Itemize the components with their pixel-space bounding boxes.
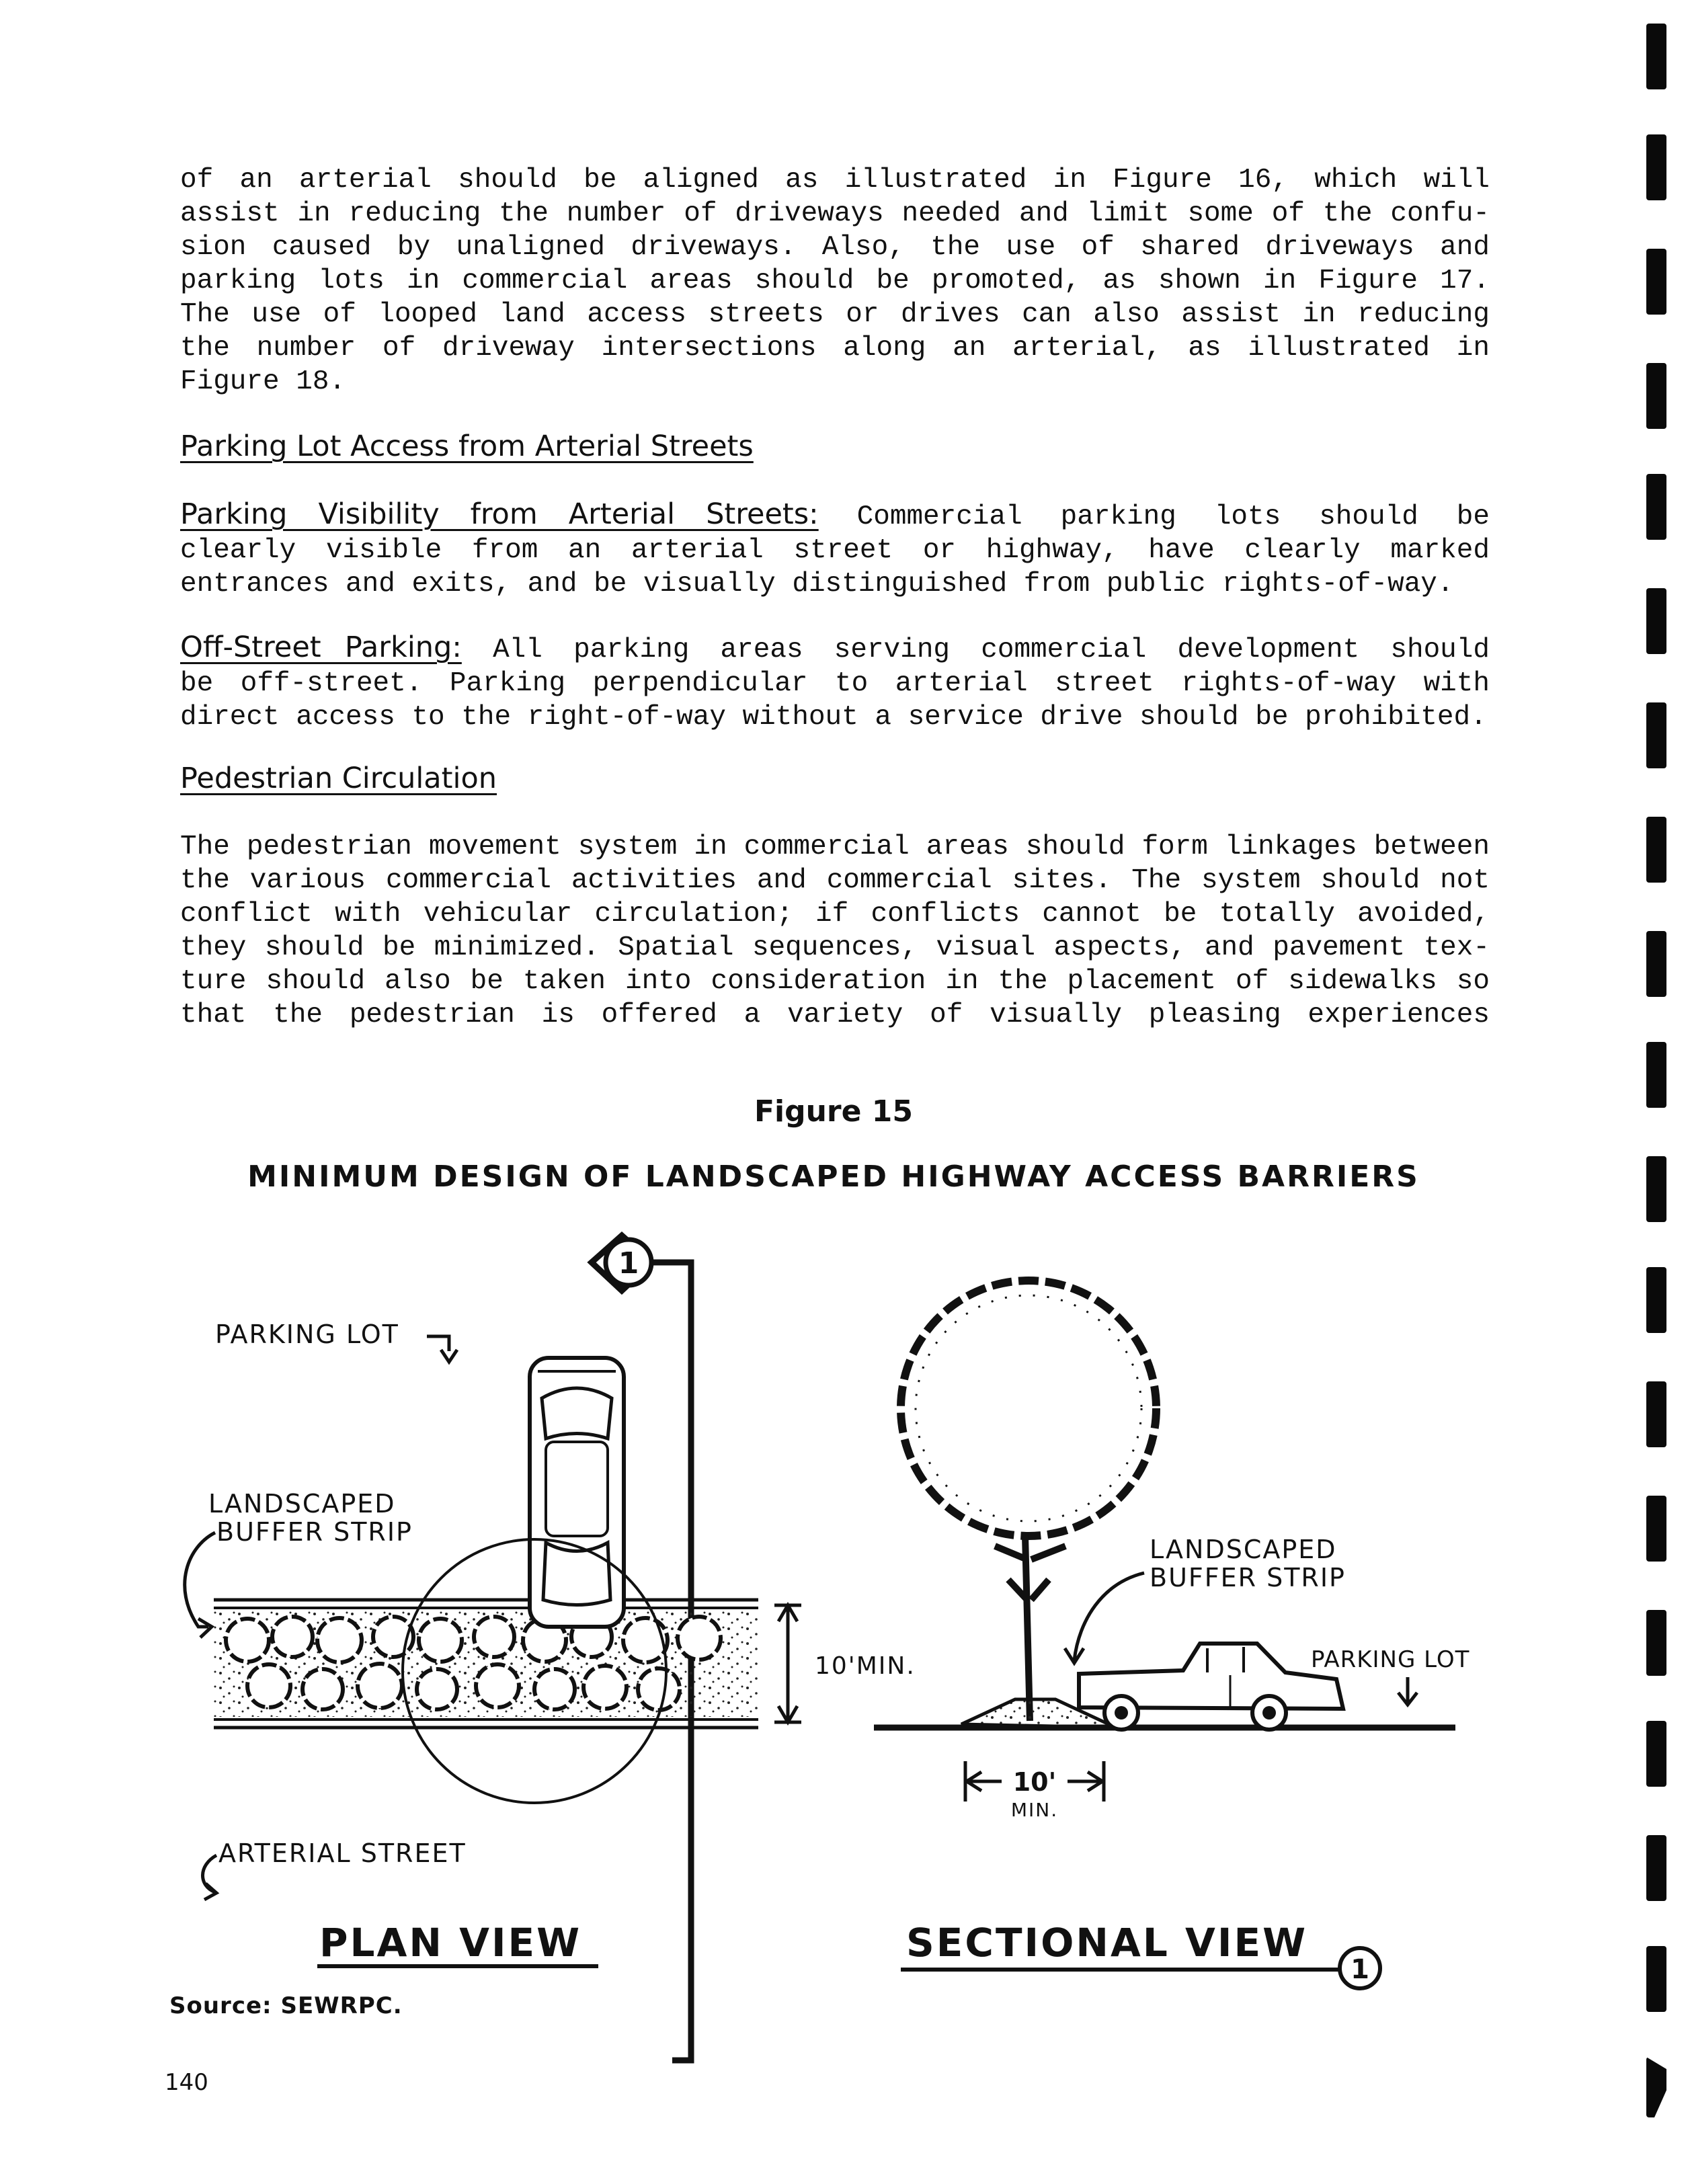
intro-paragraph <box>180 163 1490 399</box>
figure-source: Source: SEWRPC. <box>169 1992 403 2019</box>
figure-illustration <box>161 1197 1470 2064</box>
text-line: the number of driveway intersections along an arterial, as illustrated in <box>180 333 1490 364</box>
binding-mark <box>1646 134 1666 200</box>
plan-buffer-label-line2: BUFFER STRIP <box>216 1517 413 1547</box>
text-line: Figure 18. <box>180 366 346 397</box>
arrow-down-icon <box>1398 1677 1417 1705</box>
binding-mark <box>1646 1835 1666 1901</box>
binding-mark <box>1646 474 1666 540</box>
binding-mark <box>1646 1496 1666 1562</box>
binding-mark <box>1646 1381 1666 1447</box>
text-line: of an arterial should be aligned as illustrated in Figure 16, which will <box>180 165 1490 196</box>
offstreet-heading: Off-Street Parking: <box>180 631 462 664</box>
binding-mark <box>1646 1267 1666 1333</box>
plan-view-title: PLAN VIEW <box>319 1920 582 1966</box>
buffer-strip <box>214 1600 758 1728</box>
plan-street-label: ARTERIAL STREET <box>218 1838 467 1868</box>
section-width-label: 10' <box>1012 1767 1057 1797</box>
section-marker-text: 1 <box>1351 1954 1369 1985</box>
tree-icon <box>901 1281 1156 1728</box>
binding-mark <box>1646 1042 1666 1108</box>
arrow-down-icon <box>427 1336 457 1362</box>
car-top-view-icon <box>530 1358 624 1627</box>
text-line: direct access to the right-of-way without a service drive should be prohibited. <box>180 702 1487 733</box>
plan-parking-lot-label: PARKING LOT <box>215 1320 399 1349</box>
curved-arrow-icon <box>1065 1573 1144 1663</box>
text-line: clearly visible from an arterial street or highway, have clearly marked <box>180 535 1490 566</box>
text-line: The use of looped land access streets or drives can also assist in reducing <box>180 299 1490 330</box>
text-line: The pedestrian movement system in commercial areas should form linkages between <box>180 832 1490 862</box>
visibility-first-line: Commercial parking lots should be <box>856 501 1490 532</box>
text-line <box>180 497 1490 534</box>
text-line: conflict with vehicular circulation; if conflicts cannot be totally avoided, <box>180 899 1490 930</box>
text-line: assist in reducing the number of driveways needed and limit some of the confu- <box>180 198 1490 229</box>
visibility-heading: Parking Visibility from Arterial Streets: <box>180 497 819 531</box>
plan-dimension <box>774 1605 801 1722</box>
plan-width-label: 10'MIN. <box>815 1652 916 1680</box>
figure-title: MINIMUM DESIGN OF LANDSCAPED HIGHWAY ACCESS BARRIERS <box>247 1160 1420 1194</box>
section-buffer-label-line1: LANDSCAPED <box>1150 1535 1337 1564</box>
sectional-view <box>874 1281 1470 1988</box>
section-width-min-label: MIN. <box>1010 1799 1059 1821</box>
binding-mark <box>1646 588 1666 654</box>
binding-mark <box>1646 931 1666 997</box>
text-line: ture should also be taken into consideration in the placement of sidewalks so <box>180 966 1490 997</box>
section-buffer-label-line2: BUFFER STRIP <box>1150 1563 1346 1592</box>
curved-arrow-icon <box>202 1855 216 1900</box>
text-line: the various commercial activities and commercial sites. The system should not <box>180 865 1490 896</box>
text-line: that the pedestrian is offered a variety of visually pleasing experiences <box>180 1000 1490 1030</box>
binding-mark <box>1646 1156 1666 1222</box>
binding-mark <box>1646 249 1666 315</box>
curved-arrow-icon <box>185 1533 215 1637</box>
binding-mark <box>1646 817 1666 883</box>
section-heading-pedestrian: Pedestrian Circulation <box>180 762 497 795</box>
text-line: parking lots in commercial areas should be promoted, as shown in Figure 17. <box>180 266 1490 296</box>
binding-mark <box>1646 1946 1666 2012</box>
binding-mark <box>1646 1610 1666 1676</box>
binding-mark <box>1646 24 1666 89</box>
plan-buffer-label-line1: LANDSCAPED <box>208 1489 396 1519</box>
text-line: they should be minimized. Spatial sequences, visual aspects, and pavement tex- <box>180 932 1490 963</box>
figure-number: Figure 15 <box>754 1094 914 1129</box>
offstreet-paragraph <box>180 631 1490 734</box>
section-heading-parking-access: Parking Lot Access from Arterial Streets <box>180 430 754 463</box>
binding-mark <box>1646 702 1666 768</box>
car-side-view-icon <box>1079 1644 1343 1730</box>
visibility-paragraph <box>180 497 1490 601</box>
plan-view <box>185 1236 916 2060</box>
text-line: sion caused by unaligned driveways. Also, the use of shared driveways and <box>180 232 1490 263</box>
plan-section-marker-text: 1 <box>618 1246 639 1281</box>
section-parking-lot-label: PARKING LOT <box>1311 1646 1470 1673</box>
binding-mark <box>1646 2057 1666 2117</box>
text-line: be off-street. Parking perpendicular to arterial street rights-of-way with <box>180 668 1490 699</box>
text-line <box>180 631 1490 667</box>
pedestrian-paragraph <box>180 830 1490 1032</box>
page-number: 140 <box>165 2069 208 2096</box>
section-view-title: SECTIONAL VIEW <box>906 1920 1308 1966</box>
binding-mark <box>1646 363 1666 429</box>
binding-mark <box>1646 1721 1666 1787</box>
offstreet-first-line: All parking areas serving commercial development should <box>493 635 1490 665</box>
text-line: entrances and exits, and be visually distinguished from public rights-of-way. <box>180 569 1454 600</box>
